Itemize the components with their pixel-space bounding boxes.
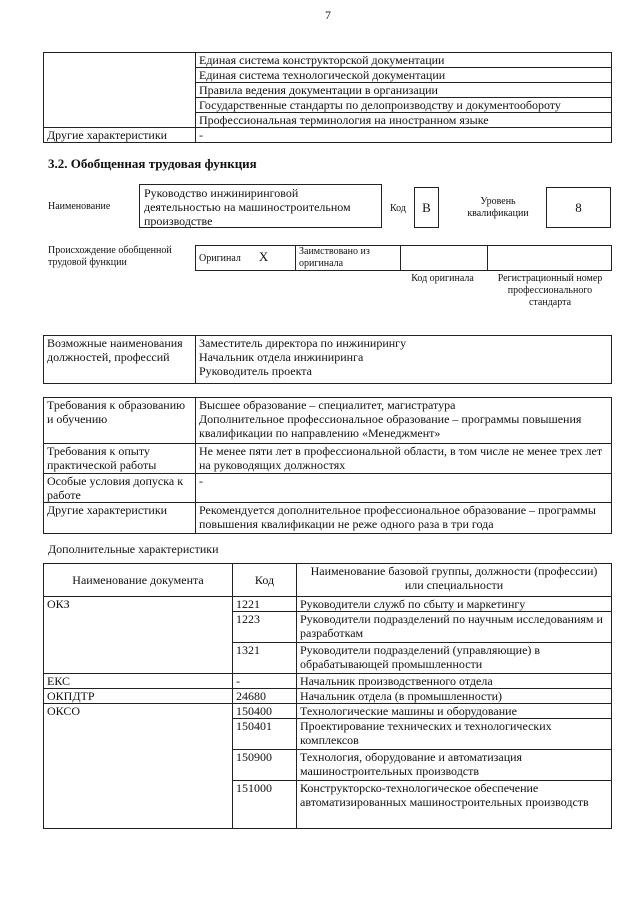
header-cell: Код xyxy=(233,564,297,597)
doc-cell: ОКСО xyxy=(44,704,233,829)
code-cell: 151000 xyxy=(233,781,297,829)
additional-table xyxy=(43,563,612,829)
code-cell: 1223 xyxy=(233,612,297,643)
req-value: - xyxy=(196,474,612,503)
position: Руководитель проекта xyxy=(199,364,312,378)
doc-cell: ОКПДТР xyxy=(44,689,233,704)
positions-table xyxy=(43,335,612,384)
empty-cell xyxy=(44,53,196,128)
title-cell: Руководители служб по сбыту и маркетингу xyxy=(297,597,612,612)
title-cell: Технология, оборудование и автоматизация машиностроительных производств xyxy=(297,750,612,781)
reg-number-cell xyxy=(488,246,612,271)
req-value: Высшее образование – специалитет, магистратура Дополнительное профессиональное образование – программы повышения квалификации по направлению «Менеджмент» xyxy=(196,398,612,444)
title-cell: Начальник отдела (в промышленности) xyxy=(297,689,612,704)
title-cell: Руководители подразделений по научным исследованиям и разработкам xyxy=(297,612,612,643)
doc-cell: ОКЗ xyxy=(44,597,233,674)
position: Начальник отдела инжиниринга xyxy=(199,350,364,364)
title-cell: Проектирование технических и технологических комплексов xyxy=(297,719,612,750)
original-code-cell xyxy=(401,246,488,271)
code-cell: 150400 xyxy=(233,704,297,719)
additional-title: Дополнительные характеристики xyxy=(48,542,219,556)
code-cell: - xyxy=(233,674,297,689)
code-caption: Код оригинала xyxy=(411,273,474,284)
doc-cell: ЕКС xyxy=(44,674,233,689)
req-label: Требования к опыту практической работы xyxy=(44,444,196,474)
origin-label: Происхождение обобщенной трудовой функции xyxy=(48,245,172,268)
req-value: Рекомендуется дополнительное профессиональное образование – программы повышения квалификации не реже одного раза в три года xyxy=(196,503,612,534)
function-name-box: Руководство инжиниринговой деятельностью на машиностроительном производстве xyxy=(139,184,382,228)
header-cell: Наименование базовой группы, должности (профессии) или специальности xyxy=(297,564,612,597)
header-cell: Наименование документа xyxy=(44,564,233,597)
positions-values xyxy=(196,336,612,384)
positions-label: Возможные наименования должностей, профессий xyxy=(44,336,196,384)
table-cell: - xyxy=(196,128,612,143)
reg-caption: Регистрационный номер профессионального стандарта xyxy=(497,273,603,308)
req-label: Особые условия допуска к работе xyxy=(44,474,196,503)
level-label: Уровень квалификации xyxy=(467,196,529,219)
name-label: Наименование xyxy=(48,201,111,212)
original-label: Оригинал xyxy=(199,253,241,264)
section-title: 3.2. Обобщенная трудовая функция xyxy=(48,156,257,171)
title-cell: Конструкторско-технологическое обеспечение автоматизированных машиностроительных производств xyxy=(297,781,612,829)
table-cell: Другие характеристики xyxy=(44,128,196,143)
origin-original-cell xyxy=(196,246,296,271)
code-cell: 1321 xyxy=(233,643,297,674)
title-cell: Начальник производственного отдела xyxy=(297,674,612,689)
page-number: 7 xyxy=(325,8,331,22)
code-box: B xyxy=(414,187,439,228)
requirements-table xyxy=(43,397,612,534)
table-cell: Единая система конструкторской документации xyxy=(196,53,612,68)
code-label: Код xyxy=(390,203,406,214)
code-cell: 24680 xyxy=(233,689,297,704)
table-cell: Государственные стандарты по делопроизводству и документообороту xyxy=(196,98,612,113)
req-label: Требования к образованию и обучению xyxy=(44,398,196,444)
req-label: Другие характеристики xyxy=(44,503,196,534)
title-cell: Технологические машины и оборудование xyxy=(297,704,612,719)
code-cell: 150401 xyxy=(233,719,297,750)
position: Заместитель директора по инжинирингу xyxy=(199,336,407,350)
knowledge-table xyxy=(43,52,612,143)
table-cell: Профессиональная терминология на иностранном языке xyxy=(196,113,612,128)
code-cell: 150900 xyxy=(233,750,297,781)
title-cell: Руководители подразделений (управляющие) в обрабатывающей промышленности xyxy=(297,643,612,674)
req-value: Не менее пяти лет в профессиональной области, в том числе не менее трех лет на руководящих должностях xyxy=(196,444,612,474)
level-box: 8 xyxy=(546,187,611,228)
table-cell: Правила ведения документации в организации xyxy=(196,83,612,98)
borrowed-label: Заимствовано из оригинала xyxy=(296,246,401,271)
code-cell: 1221 xyxy=(233,597,297,612)
table-cell: Единая система технологической документации xyxy=(196,68,612,83)
origin-table xyxy=(195,245,612,271)
original-mark: X xyxy=(258,249,269,264)
